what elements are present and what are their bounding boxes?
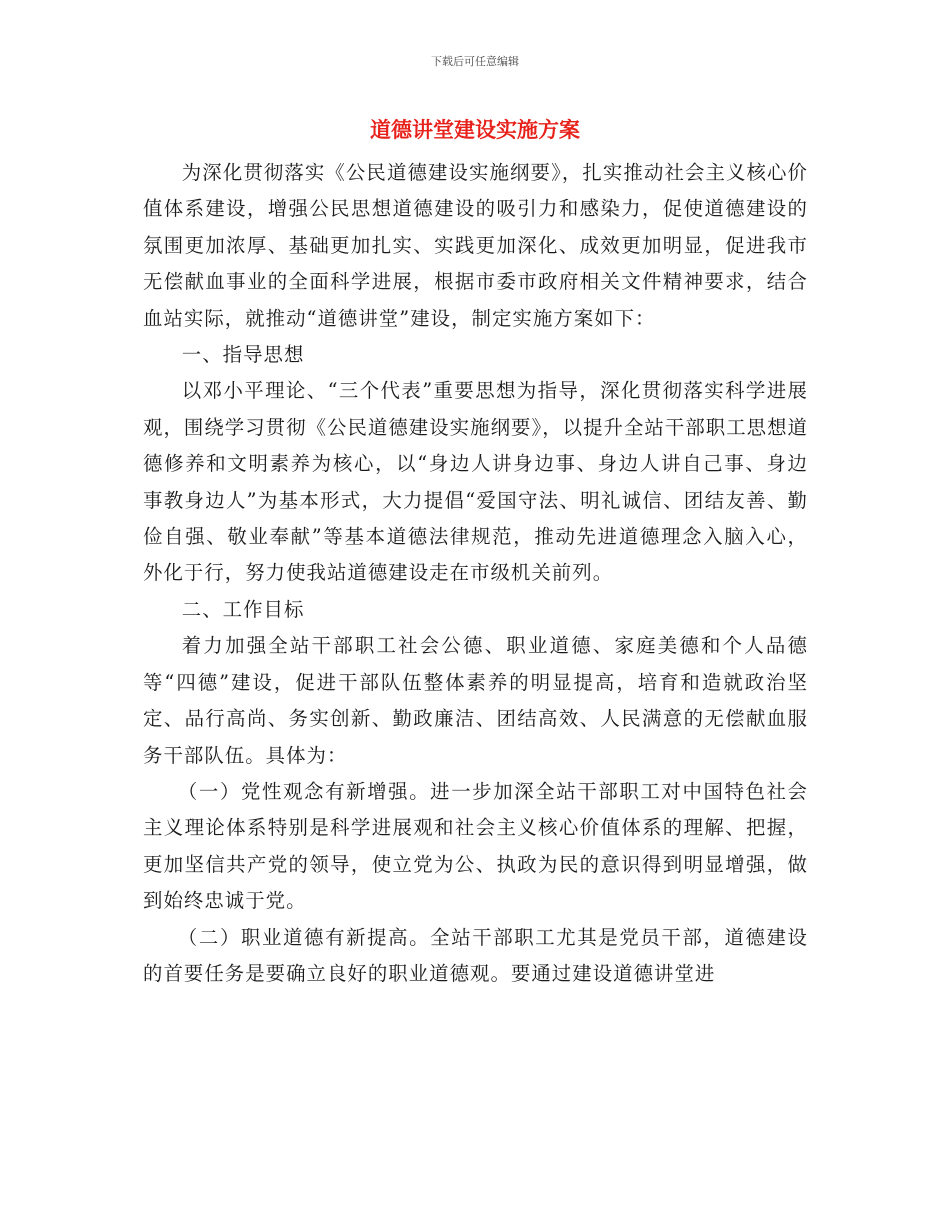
document-body <box>143 155 808 992</box>
paragraph-goal-2: （二）职业道德有新提高。全站干部职工尤其是党员干部，道德建设的首要任务是要确立良好的职业道德观。要通过建设道德讲堂进 <box>143 925 808 985</box>
heading-work-goals: 二、工作目标 <box>181 597 305 621</box>
heading-guiding-ideology: 一、指导思想 <box>181 343 305 367</box>
paragraph-work-goals: 着力加强全站干部职工社会公德、职业道德、家庭美德和个人品德等“四德”建设，促进干部队伍整体素养的明显提高，培育和造就政治坚定、品行高尚、务实创新、勤政廉洁、团结高效、人民满意的无偿献血服务干部队伍。具体为： <box>143 634 808 767</box>
paragraph-intro: 为深化贯彻落实《公民道德建设实施纲要》，扎实推动社会主义核心价值体系建设，增强公民思想道德建设的吸引力和感染力，促使道德建设的氛围更加浓厚、基础更加扎实、实践更加深化、成效更加明显，促进我市无偿献血事业的全面科学进展，根据市委市政府相关文件精神要求，结合血站实际，就推动“道德讲堂”建设，制定实施方案如下： <box>143 161 808 330</box>
paragraph-guiding-ideology: 以邓小平理论、“三个代表”重要思想为指导，深化贯彻落实科学进展观，围绕学习贯彻《公民道德建设实施纲要》，以提升全站干部职工思想道德修养和文明素养为核心，以“身边人讲身边事、身边人讲自己事、身边事教身边人”为基本形式，大力提倡“爱国守法、明礼诚信、团结友善、勤俭自强、敬业奉献”等基本道德法律规范，推动先进道德理念入脑入心，外化于行，努力使我站道德建设走在市级机关前列。 <box>143 379 808 585</box>
document-title: 道德讲堂建设实施方案 <box>370 118 580 142</box>
header-note: 下载后可任意编辑 <box>431 55 519 68</box>
paragraph-goal-1: （一）党性观念有新增强。进一步加深全站干部职工对中国特色社会主义理论体系特别是科学进展观和社会主义核心价值体系的理解、把握，更加坚信共产党的领导，使立党为公、执政为民的意识得到明显增强，做到始终忠诚于党。 <box>143 779 808 913</box>
